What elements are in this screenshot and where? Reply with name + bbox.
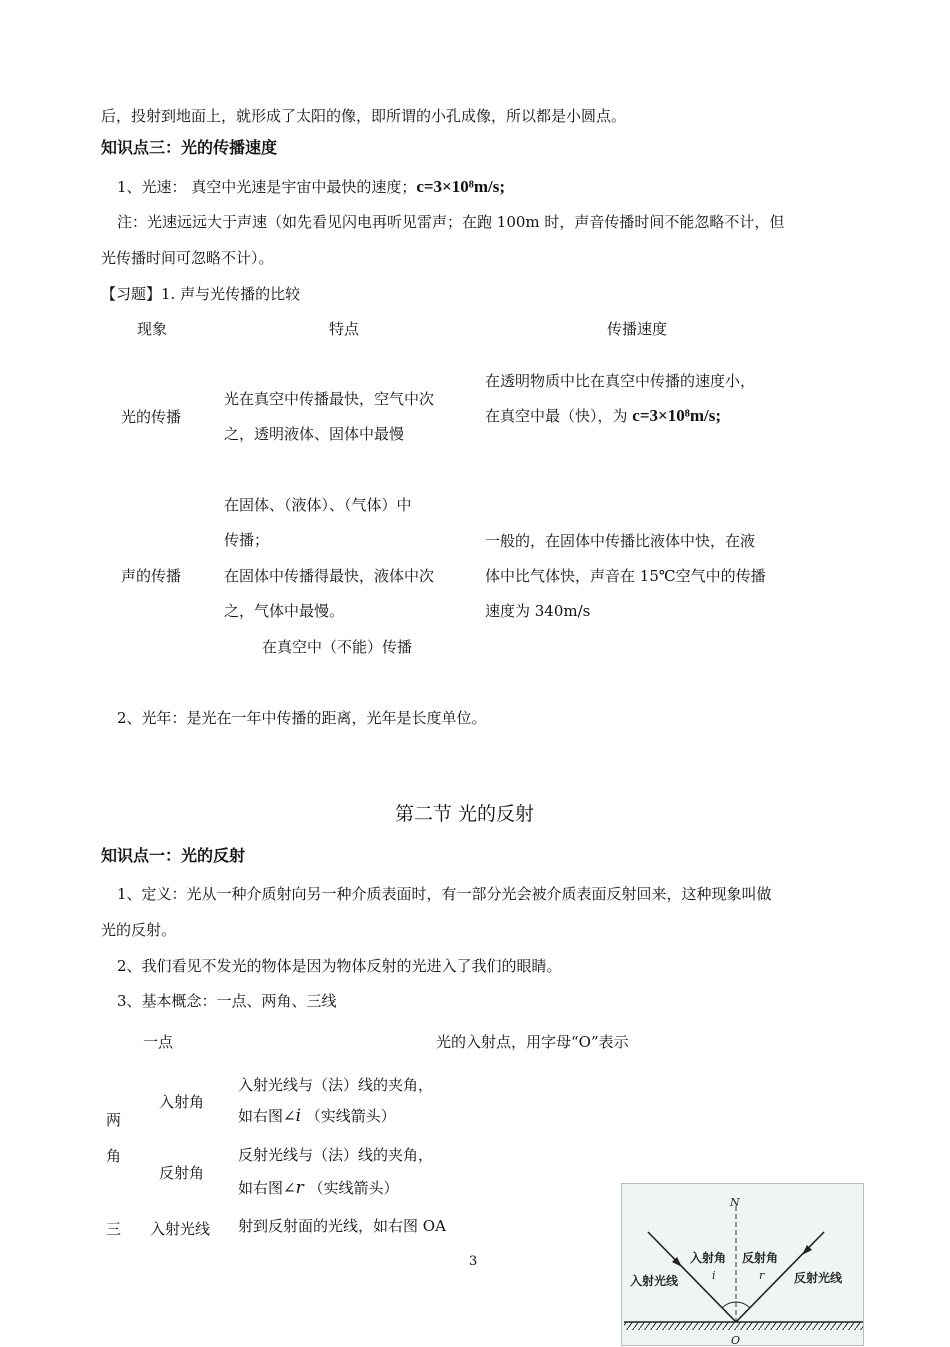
- fig-incident-ray: 入射光线: [630, 1274, 679, 1288]
- fig-i-symbol: i: [712, 1269, 716, 1282]
- concept-two-char-2: 角: [106, 1147, 122, 1165]
- incidence-desc-2: [238, 1106, 396, 1126]
- intro-text: 后，投射到地面上，就形成了太阳的像，即所谓的小孔成像，所以都是小圆点。: [101, 107, 627, 125]
- fig-incidence-angle: 入射角: [690, 1251, 727, 1265]
- row-light-speed-formula: c=3×10⁸m/s;: [632, 406, 721, 425]
- row-light-feature-1: 光在真空中传播最快，空气中次: [224, 390, 435, 408]
- reflection-arc: [736, 1302, 750, 1308]
- normal-label: N: [730, 1196, 740, 1209]
- page-number: 3: [469, 1254, 478, 1269]
- row-sound-speed-2: 体中比气体快，声音在 15℃空气中的传播: [485, 567, 766, 585]
- row-sound-feature-1: 在固体、（液体）、（气体）中: [224, 496, 412, 514]
- speed-line: [117, 177, 505, 197]
- item-3: 3、基本概念：一点、两角、三线: [117, 992, 337, 1010]
- incidence-desc-2a: 如右图∠: [238, 1107, 296, 1125]
- reflection-symbol: r: [295, 1178, 304, 1198]
- incident-ray-label: 入射光线: [150, 1220, 211, 1238]
- concept-three-char: 三: [106, 1220, 122, 1238]
- incident-ray-desc: 射到反射面的光线，如右图 OA: [238, 1217, 446, 1235]
- row-sound-feature-2: 传播；: [224, 531, 270, 549]
- concept-point-label: 一点: [143, 1033, 174, 1051]
- definition-line-2: 光的反射。: [101, 921, 177, 939]
- light-year-text: 2、光年：是光在一年中传播的距离，光年是长度单位。: [117, 709, 487, 727]
- exercise-title: 【习题】1. 声与光传播的比较: [101, 285, 301, 303]
- row-light-name: 光的传播: [121, 408, 182, 426]
- note-line-1: 注：光速远远大于声速（如先看见闪电再听见雷声；在跑 100m 时，声音传播时间不能忽略不计，但: [117, 213, 785, 231]
- concept-point-desc: 光的入射点，用字母“O”表示: [436, 1033, 629, 1051]
- reflection-desc-2b: （实线箭头）: [308, 1179, 399, 1197]
- row-light-speed-1: 在透明物质中比在真空中传播的速度小，: [485, 372, 756, 390]
- speed-label: 1、光速： 真空中光速是宇宙中最快的速度；: [117, 178, 417, 196]
- section-title: 第二节 光的反射: [395, 803, 535, 825]
- reflection-desc-2a: 如右图∠: [238, 1179, 296, 1197]
- row-sound-name: 声的传播: [121, 567, 182, 585]
- item-2: 2、我们看见不发光的物体是因为物体反射的光进入了我们的眼睛。: [117, 957, 562, 975]
- incidence-desc-1: 入射光线与（法）线的夹角，: [238, 1076, 434, 1094]
- row-sound-speed-1: 一般的，在固体中传播比液体中快，在液: [485, 532, 756, 550]
- reflection-diagram: [621, 1183, 864, 1346]
- fig-reflected-ray: 反射光线: [794, 1271, 843, 1285]
- kp3-heading: 知识点三：光的传播速度: [101, 138, 278, 157]
- row-sound-feature-5: 在真空中（不能）传播: [262, 638, 413, 656]
- reflection-angle-label: 反射角: [159, 1164, 205, 1182]
- row-sound-speed-3: 速度为 340m/s: [485, 602, 591, 620]
- row-sound-feature-3: 在固体中传播得最快，液体中次: [224, 567, 435, 585]
- row-light-speed-2: [485, 406, 721, 426]
- note-line-2: 光传播时间可忽略不计）。: [101, 249, 274, 267]
- incidence-symbol: i: [295, 1106, 302, 1126]
- incidence-angle-label: 入射角: [159, 1093, 205, 1111]
- incidence-arc: [722, 1302, 736, 1308]
- concept-two-char-1: 两: [106, 1111, 122, 1129]
- row-light-feature-2: 之，透明液体、固体中最慢: [224, 425, 405, 443]
- table-header-phenomenon: 现象: [137, 320, 168, 338]
- origin-label: O: [731, 1334, 741, 1347]
- table-header-feature: 特点: [329, 320, 360, 338]
- incidence-desc-2b: （实线箭头）: [305, 1107, 396, 1125]
- mirror-hatch: [624, 1322, 863, 1330]
- speed-formula: c=3×10⁸m/s;: [416, 177, 506, 196]
- fig-r-symbol: r: [759, 1269, 765, 1282]
- table-header-speed: 传播速度: [607, 320, 668, 338]
- definition-line-1: 1、定义：光从一种介质射向另一种介质表面时，有一部分光会被介质表面反射回来，这种现象叫做: [117, 885, 772, 903]
- reflection-desc-1: 反射光线与（法）线的夹角，: [238, 1146, 434, 1164]
- fig-reflection-angle: 反射角: [742, 1251, 779, 1265]
- reflection-desc-2: [238, 1178, 399, 1198]
- kp1-heading: 知识点一：光的反射: [101, 846, 246, 865]
- row-sound-feature-4: 之，气体中最慢。: [224, 602, 345, 620]
- row-light-speed-text: 在真空中最（快），为: [485, 407, 628, 425]
